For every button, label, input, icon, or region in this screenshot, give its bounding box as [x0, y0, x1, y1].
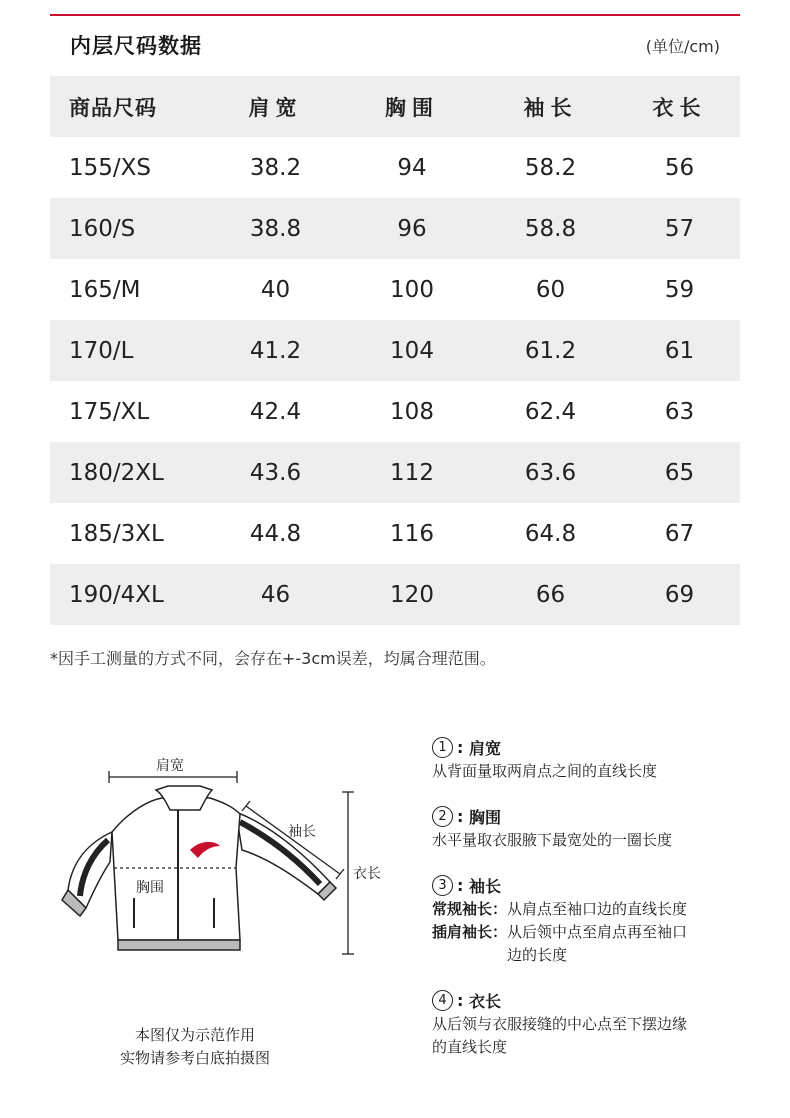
- cell-chest: 120: [390, 581, 434, 608]
- cell-chest: 96: [397, 215, 427, 242]
- number-badge: 4: [432, 990, 453, 1011]
- unit-label: (单位/cm): [645, 37, 720, 56]
- raglan-sleeve-text-2: 边的长度: [507, 946, 568, 964]
- cell-shoulder: 43.6: [249, 459, 302, 486]
- colon: :: [457, 806, 469, 826]
- raglan-sleeve-row: [432, 921, 762, 967]
- table-row: [50, 503, 740, 564]
- chest-label: 胸围: [136, 880, 164, 896]
- definition-chest: [432, 803, 762, 852]
- number-badge: 2: [432, 806, 453, 827]
- cell-sleeve: 64.8: [524, 520, 577, 547]
- definition-title: 袖长: [468, 876, 501, 896]
- jacket-diagram: [50, 750, 381, 970]
- cell-chest: 104: [390, 337, 434, 364]
- table-row: [50, 381, 740, 442]
- cell-size: 185/3XL: [69, 520, 164, 547]
- measurement-note: *因手工测量的方式不同，会存在+-3cm误差，均属合理范围。: [50, 649, 496, 668]
- shoulder-label: 肩宽: [156, 758, 184, 774]
- caption-line-1: 本图仅为示范作用: [134, 1026, 255, 1044]
- raglan-sleeve-text-1: 从后领中点至肩点再至袖口: [507, 923, 688, 941]
- definition-title: 衣长: [468, 991, 501, 1011]
- top-accent-line: [50, 14, 740, 16]
- cell-shoulder: 38.2: [249, 154, 302, 181]
- cell-size: 175/XL: [69, 398, 150, 425]
- regular-sleeve-row: [432, 898, 762, 921]
- definition-shoulder: [432, 734, 762, 783]
- definition-text-2: 的直线长度: [432, 1038, 508, 1056]
- table-row: [50, 259, 740, 320]
- definition-title: 肩宽: [468, 738, 501, 758]
- table-row: [50, 442, 740, 503]
- size-table: [50, 76, 740, 625]
- definition-title: 胸围: [468, 807, 501, 827]
- cell-shoulder: 41.2: [249, 337, 302, 364]
- colon: :: [457, 990, 469, 1010]
- cell-shoulder: 44.8: [249, 520, 302, 547]
- cell-shoulder: 42.4: [249, 398, 302, 425]
- cell-chest: 108: [390, 398, 434, 425]
- regular-sleeve-text: 从肩点至袖口边的直线长度: [507, 900, 688, 918]
- header-size: 商品尺码: [69, 95, 157, 120]
- regular-sleeve-label: 常规袖长：: [432, 900, 508, 918]
- cell-length: 69: [664, 581, 695, 608]
- cell-size: 190/4XL: [69, 581, 164, 608]
- cell-length: 67: [664, 520, 695, 547]
- table-row: [50, 198, 740, 259]
- measurement-definitions: [432, 734, 762, 1079]
- cell-sleeve: 61.2: [524, 337, 577, 364]
- definition-text: 水平量取衣服腋下最宽处的一圈长度: [432, 831, 673, 849]
- cell-length: 59: [664, 276, 695, 303]
- sleeve-label: 袖长: [288, 824, 316, 840]
- cell-size: 170/L: [69, 337, 134, 364]
- cell-length: 65: [664, 459, 695, 486]
- table-row: [50, 137, 740, 198]
- cell-size: 155/XS: [69, 154, 152, 181]
- cell-length: 57: [664, 215, 695, 242]
- cell-sleeve: 58.2: [524, 154, 577, 181]
- cell-size: 180/2XL: [69, 459, 164, 486]
- number-badge: 1: [432, 737, 453, 758]
- header-length: 衣长: [652, 95, 707, 120]
- cell-size: 160/S: [69, 215, 136, 242]
- number-badge: 3: [432, 875, 453, 896]
- definition-length: [432, 987, 762, 1059]
- cell-shoulder: 46: [260, 581, 291, 608]
- cell-sleeve: 63.6: [524, 459, 577, 486]
- header-shoulder: 肩宽: [248, 95, 303, 120]
- diagram-caption: [50, 1024, 340, 1070]
- table-header-row: [50, 76, 740, 137]
- cell-chest: 100: [390, 276, 434, 303]
- cell-chest: 94: [397, 154, 427, 181]
- cell-shoulder: 40: [260, 276, 291, 303]
- cell-sleeve: 58.8: [524, 215, 577, 242]
- caption-line-2: 实物请参考白底拍摄图: [119, 1049, 270, 1067]
- cell-length: 61: [664, 337, 695, 364]
- header-chest: 胸围: [385, 95, 439, 120]
- length-label: 衣长: [353, 866, 381, 882]
- jacket-illustration: [62, 786, 336, 950]
- page-title: 内层尺码数据: [70, 34, 202, 58]
- definition-text-1: 从后领与衣服接缝的中心点至下摆边缘: [432, 1015, 688, 1033]
- cell-size: 165/M: [69, 276, 141, 303]
- cell-sleeve: 62.4: [524, 398, 577, 425]
- cell-chest: 112: [390, 459, 434, 486]
- table-row: [50, 320, 740, 381]
- definition-text: 从背面量取两肩点之间的直线长度: [432, 762, 658, 780]
- colon: :: [457, 875, 469, 895]
- raglan-sleeve-label: 插肩袖长：: [432, 923, 508, 941]
- header-sleeve: 袖长: [523, 95, 578, 120]
- cell-shoulder: 38.8: [249, 215, 302, 242]
- cell-sleeve: 66: [535, 581, 566, 608]
- cell-sleeve: 60: [535, 276, 566, 303]
- definition-sleeve: [432, 872, 762, 967]
- cell-length: 56: [664, 154, 695, 181]
- table-row: [50, 564, 740, 625]
- colon: :: [457, 737, 469, 757]
- cell-chest: 116: [390, 520, 434, 547]
- cell-length: 63: [664, 398, 695, 425]
